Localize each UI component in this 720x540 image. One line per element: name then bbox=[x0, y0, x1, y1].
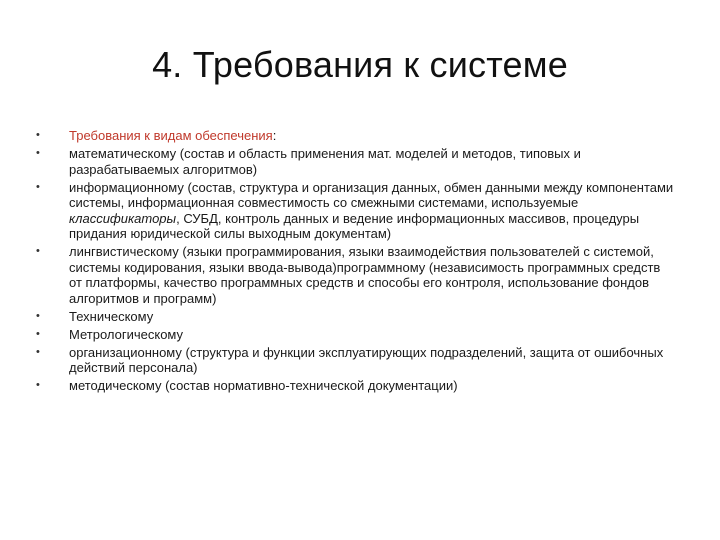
list-item-text: Техническому bbox=[69, 308, 154, 324]
bullet-icon: • bbox=[36, 147, 40, 159]
bullet-icon: • bbox=[36, 245, 40, 257]
list-item-linguistic bbox=[36, 244, 676, 306]
list-item-informational bbox=[36, 180, 676, 242]
list-item-methodical bbox=[36, 378, 676, 394]
list-item-text: математическому (состав и область применения мат. моделей и методов, типовых и разрабатываемых алгоритмов) bbox=[69, 146, 581, 177]
list-item-text-part: информационному (состав, структура и организация данных, обмен данными между компонентами системы, информационная совместимость со смежными системами, используемые bbox=[69, 179, 674, 210]
list-item-text: методическому (состав нормативно-технической документации) bbox=[69, 378, 458, 393]
bullet-icon: • bbox=[36, 180, 40, 193]
list-item-text: лингвистическому (языки программирования, языки взаимодействия пользователей с системой, системы кодирования, языки ввода-вывода)программному (независимость программных средств от платформы, качество программных средств и способы его контроля, использование фондов алгоритмов и программ) bbox=[69, 244, 661, 306]
list-item-support-types bbox=[36, 128, 676, 144]
slide-title: 4. Требования к системе bbox=[152, 44, 568, 85]
bullet-icon: • bbox=[36, 327, 40, 340]
bullet-icon: • bbox=[36, 129, 40, 141]
bullet-icon: • bbox=[36, 345, 40, 358]
list-item-technical bbox=[36, 309, 676, 325]
list-item-text-italic: классификаторы bbox=[69, 210, 177, 226]
list-item-text bbox=[69, 180, 673, 242]
list-item-text: Требования к видам обеспечения bbox=[69, 128, 273, 143]
bullet-icon: • bbox=[36, 379, 40, 391]
list-item-text: Метрологическому bbox=[69, 326, 184, 342]
list-item-mathematical bbox=[36, 146, 676, 177]
list-item-text: организационному (структура и функции эксплуатирующих подразделений, защита от ошибочных действий персонала) bbox=[69, 344, 664, 375]
list-item-text-part: , СУБД, контроль данных и ведение информационных массивов, процедуры придания юридической силы выходным документам) bbox=[69, 210, 640, 241]
bullet-icon: • bbox=[36, 309, 40, 322]
requirements-list bbox=[36, 128, 676, 396]
list-item-colon: : bbox=[272, 128, 277, 143]
list-item-organizational bbox=[36, 345, 676, 376]
list-item-metrological bbox=[36, 327, 676, 343]
